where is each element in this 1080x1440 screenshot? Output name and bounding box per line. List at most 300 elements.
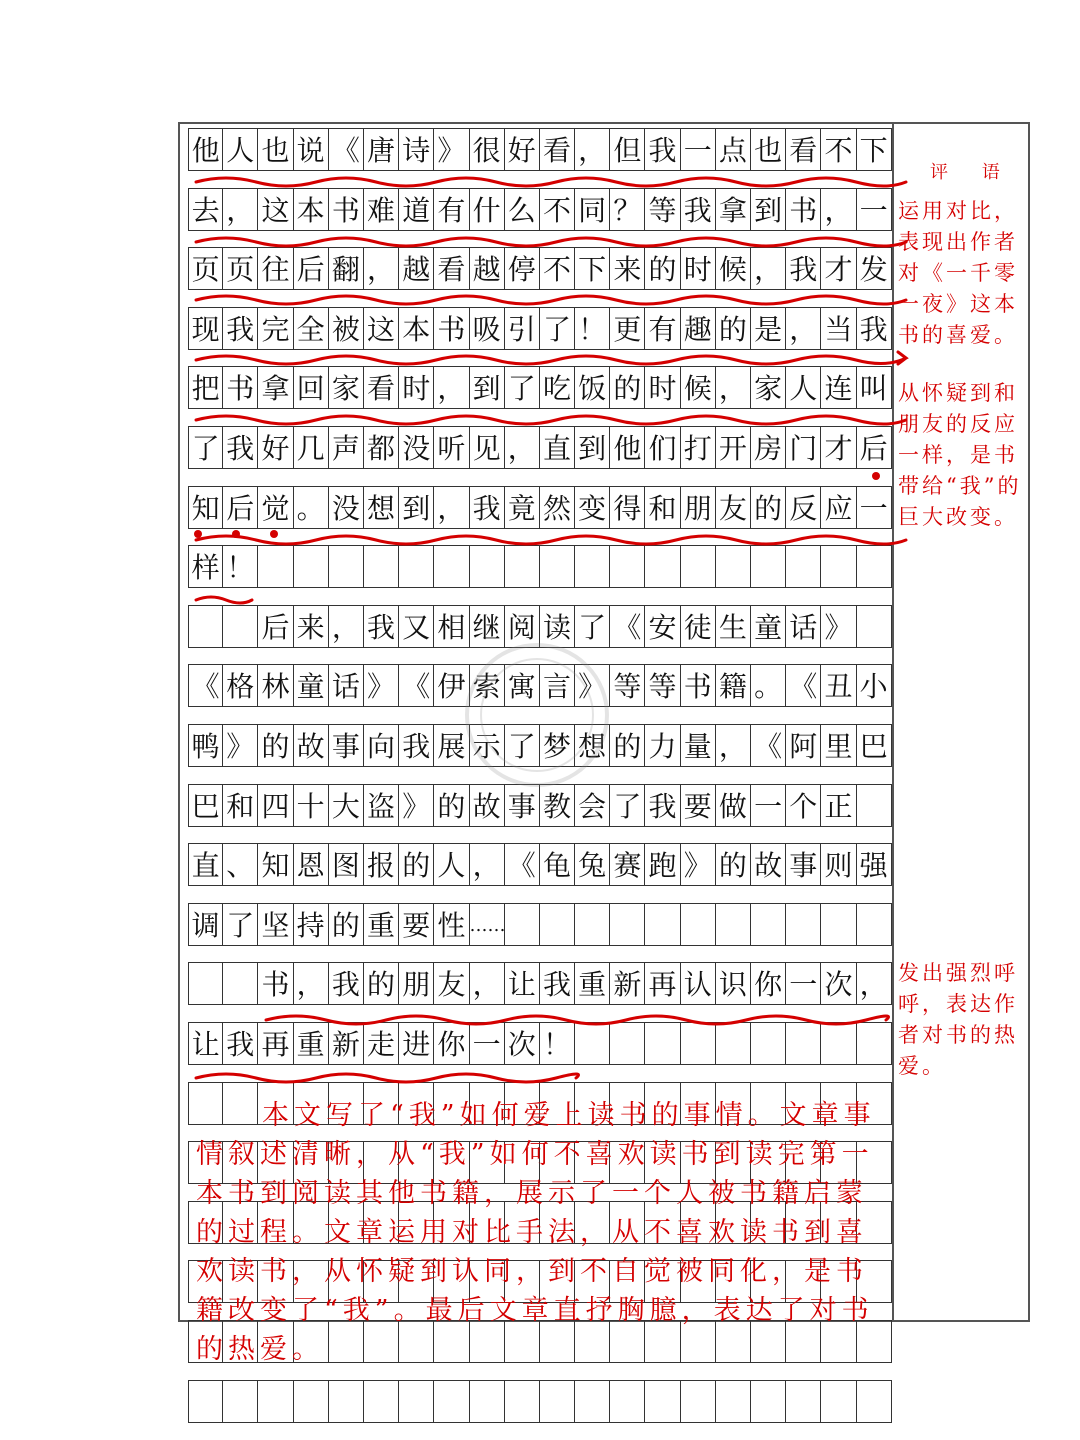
grid-cell: 籍 — [716, 664, 751, 707]
grid-cell: 把 — [188, 366, 223, 409]
remark-title: 评 语 — [930, 162, 1014, 183]
grid-cell: 报 — [364, 843, 399, 886]
grid-cell: 我 — [399, 724, 434, 767]
grid-cell: 么 — [505, 188, 540, 231]
grid-cell: 竟 — [505, 486, 540, 529]
grid-cell: 你 — [751, 962, 786, 1005]
grid-cell: 重 — [575, 962, 610, 1005]
grid-cell — [857, 1380, 892, 1423]
grid-cell — [786, 1380, 821, 1423]
grid-cell: ？ — [610, 188, 645, 231]
grid-cell — [821, 545, 856, 588]
grid-cell: 了 — [610, 784, 645, 827]
grid-cell: 友 — [716, 486, 751, 529]
grid-cell: 索 — [470, 664, 505, 707]
grid-cell: 下 — [575, 247, 610, 290]
grid-cell: 和 — [223, 784, 258, 827]
grid-row — [188, 1380, 892, 1423]
grid-cell: 拿 — [258, 366, 293, 409]
grid-cell — [716, 903, 751, 946]
grid-cell: 难 — [364, 188, 399, 231]
grid-cell: 知 — [188, 486, 223, 529]
grid-cell: 连 — [821, 366, 856, 409]
grid-cell: 才 — [821, 247, 856, 290]
grid-cell: 生 — [716, 605, 751, 648]
grid-cell: 。 — [294, 486, 329, 529]
grid-cell: 事 — [786, 843, 821, 886]
grid-cell: ！ — [223, 545, 258, 588]
grid-cell: ， — [434, 366, 469, 409]
grid-cell: 等 — [645, 664, 680, 707]
grid-cell: ， — [716, 366, 751, 409]
grid-cell — [188, 1380, 223, 1423]
grid-cell: 相 — [434, 605, 469, 648]
grid-cell: 书 — [681, 664, 716, 707]
grid-cell: 让 — [188, 1022, 223, 1065]
grid-cell: 我 — [681, 188, 716, 231]
grid-cell: 兔 — [575, 843, 610, 886]
grid-cell: 要 — [681, 784, 716, 827]
grid-cell — [786, 1022, 821, 1065]
grid-cell: 阿 — [786, 724, 821, 767]
grid-cell: 四 — [258, 784, 293, 827]
grid-cell — [399, 1380, 434, 1423]
grid-cell — [505, 903, 540, 946]
grid-cell: 被 — [329, 307, 364, 350]
grid-cell: 我 — [470, 486, 505, 529]
grid-cell — [857, 545, 892, 588]
grid-cell: 但 — [610, 128, 645, 171]
grid-cell: ， — [821, 188, 856, 231]
grid-cell: 故 — [470, 784, 505, 827]
grid-cell — [645, 545, 680, 588]
grid-cell: 本 — [294, 188, 329, 231]
grid-cell: 好 — [505, 128, 540, 171]
grid-cell: 拿 — [716, 188, 751, 231]
grid-cell: 看 — [540, 128, 575, 171]
grid-cell: 不 — [821, 128, 856, 171]
grid-cell: 没 — [329, 486, 364, 529]
grid-cell: 事 — [329, 724, 364, 767]
grid-cell: 》 — [575, 664, 610, 707]
grid-cell: 《 — [399, 664, 434, 707]
grid-cell: 恩 — [294, 843, 329, 886]
grid-cell: 都 — [364, 426, 399, 469]
grid-cell: 鸭 — [188, 724, 223, 767]
grid-cell: 家 — [329, 366, 364, 409]
grid-cell: 我 — [223, 426, 258, 469]
grid-cell — [188, 605, 223, 648]
grid-cell: 书 — [786, 188, 821, 231]
grid-cell: 展 — [434, 724, 469, 767]
grid-cell: 次 — [505, 1022, 540, 1065]
grid-cell: 朋 — [399, 962, 434, 1005]
grid-cell: 道 — [399, 188, 434, 231]
grid-cell — [610, 545, 645, 588]
grid-cell: 量 — [681, 724, 716, 767]
grid-cell: 一 — [786, 962, 821, 1005]
grid-cell: 来 — [294, 605, 329, 648]
grid-cell: 》 — [223, 724, 258, 767]
grid-cell — [223, 962, 258, 1005]
grid-cell: 来 — [610, 247, 645, 290]
grid-cell: 也 — [751, 128, 786, 171]
grid-cell: 吸 — [470, 307, 505, 350]
grid-row — [188, 962, 892, 1005]
grid-cell: 赛 — [610, 843, 645, 886]
grid-cell: 言 — [540, 664, 575, 707]
grid-row — [188, 1022, 892, 1065]
grid-cell — [364, 1380, 399, 1423]
grid-cell: 叫 — [857, 366, 892, 409]
grid-row — [188, 366, 892, 409]
grid-cell: 了 — [188, 426, 223, 469]
grid-cell: 认 — [681, 962, 716, 1005]
grid-cell: 当 — [821, 307, 856, 350]
grid-cell: 想 — [575, 724, 610, 767]
grid-cell: 话 — [786, 605, 821, 648]
grid-cell — [540, 1380, 575, 1423]
grid-cell — [821, 1380, 856, 1423]
grid-cell: 回 — [294, 366, 329, 409]
grid-cell — [681, 1380, 716, 1423]
grid-cell: 《 — [786, 664, 821, 707]
grid-cell: 一 — [857, 486, 892, 529]
grid-cell: 同 — [575, 188, 610, 231]
grid-cell: 书 — [434, 307, 469, 350]
grid-cell: 后 — [258, 605, 293, 648]
grid-cell: 不 — [540, 247, 575, 290]
grid-cell: 什 — [470, 188, 505, 231]
grid-cell: 候 — [681, 366, 716, 409]
grid-cell: 几 — [294, 426, 329, 469]
grid-row — [188, 843, 892, 886]
grid-cell: 》 — [434, 128, 469, 171]
grid-cell: 的 — [610, 366, 645, 409]
grid-cell: 我 — [857, 307, 892, 350]
grid-cell: 人 — [434, 843, 469, 886]
grid-cell: 则 — [821, 843, 856, 886]
grid-cell: 见 — [470, 426, 505, 469]
grid-cell — [505, 1380, 540, 1423]
grid-cell: 龟 — [540, 843, 575, 886]
grid-cell: 》 — [399, 784, 434, 827]
grid-cell — [364, 545, 399, 588]
grid-cell: 声 — [329, 426, 364, 469]
grid-cell: 坚 — [258, 903, 293, 946]
grid-cell: 门 — [786, 426, 821, 469]
grid-cell: 趣 — [681, 307, 716, 350]
grid-cell — [470, 545, 505, 588]
grid-cell: 我 — [364, 605, 399, 648]
grid-cell — [821, 903, 856, 946]
grid-cell: 了 — [505, 724, 540, 767]
grid-cell — [857, 903, 892, 946]
grid-cell: 的 — [364, 962, 399, 1005]
grid-cell — [434, 1380, 469, 1423]
grid-cell: 巴 — [188, 784, 223, 827]
grid-cell: 让 — [505, 962, 540, 1005]
grid-cell: 继 — [470, 605, 505, 648]
grid-cell: 。 — [751, 664, 786, 707]
grid-cell: 变 — [575, 486, 610, 529]
grid-cell: 说 — [294, 128, 329, 171]
grid-cell: 看 — [434, 247, 469, 290]
grid-cell: 的 — [610, 724, 645, 767]
grid-cell: 》 — [821, 605, 856, 648]
grid-cell: 要 — [399, 903, 434, 946]
grid-cell: 会 — [575, 784, 610, 827]
grid-cell — [857, 605, 892, 648]
grid-cell: 等 — [645, 188, 680, 231]
grid-cell: 了 — [223, 903, 258, 946]
grid-cell: 直 — [188, 843, 223, 886]
grid-cell: 我 — [540, 962, 575, 1005]
grid-cell: 才 — [821, 426, 856, 469]
grid-cell: 吃 — [540, 366, 575, 409]
grid-cell: 页 — [188, 247, 223, 290]
grid-cell — [399, 545, 434, 588]
grid-row — [188, 426, 892, 469]
grid-cell: ， — [470, 843, 505, 886]
grid-cell: …… — [470, 903, 505, 946]
grid-cell: 我 — [329, 962, 364, 1005]
grid-cell: 样 — [188, 545, 223, 588]
grid-cell: 、 — [223, 843, 258, 886]
grid-cell: ， — [434, 486, 469, 529]
grid-cell: ， — [470, 962, 505, 1005]
grid-cell: 时 — [681, 247, 716, 290]
grid-cell — [751, 1022, 786, 1065]
grid-cell — [434, 545, 469, 588]
grid-cell: 诗 — [399, 128, 434, 171]
grid-cell: 越 — [470, 247, 505, 290]
grid-cell: 个 — [786, 784, 821, 827]
grid-cell — [645, 1380, 680, 1423]
grid-cell: 直 — [540, 426, 575, 469]
grid-cell: 故 — [294, 724, 329, 767]
grid-cell: 是 — [751, 307, 786, 350]
grid-cell: 图 — [329, 843, 364, 886]
grid-cell: 徒 — [681, 605, 716, 648]
grid-cell: 正 — [821, 784, 856, 827]
grid-cell: 一 — [470, 1022, 505, 1065]
grid-cell: 全 — [294, 307, 329, 350]
grid-cell — [575, 903, 610, 946]
grid-cell: 小 — [857, 664, 892, 707]
grid-cell: 识 — [716, 962, 751, 1005]
watermark-seal — [462, 640, 612, 790]
grid-cell: 童 — [751, 605, 786, 648]
grid-cell: 力 — [645, 724, 680, 767]
grid-cell: 这 — [258, 188, 293, 231]
grid-cell — [786, 903, 821, 946]
grid-cell — [575, 1380, 610, 1423]
grid-cell: 觉 — [258, 486, 293, 529]
grid-cell: 后 — [294, 247, 329, 290]
grid-cell — [223, 1380, 258, 1423]
grid-cell: 再 — [645, 962, 680, 1005]
grid-cell — [681, 545, 716, 588]
grid-cell: 童 — [294, 664, 329, 707]
grid-cell: ， — [751, 247, 786, 290]
grid-cell — [786, 545, 821, 588]
grid-cell: 我 — [786, 247, 821, 290]
grid-cell: 调 — [188, 903, 223, 946]
grid-cell — [716, 1022, 751, 1065]
grid-cell: 他 — [188, 128, 223, 171]
grid-cell: 新 — [610, 962, 645, 1005]
grid-cell: ， — [364, 247, 399, 290]
grid-cell: 家 — [751, 366, 786, 409]
grid-cell: 不 — [540, 188, 575, 231]
grid-cell — [751, 545, 786, 588]
grid-cell — [575, 545, 610, 588]
grid-row — [188, 128, 892, 171]
grid-cell — [294, 1380, 329, 1423]
grid-cell: ， — [505, 426, 540, 469]
grid-cell: 新 — [329, 1022, 364, 1065]
grid-cell: 读 — [540, 605, 575, 648]
grid-cell: ， — [329, 605, 364, 648]
grid-cell: 没 — [399, 426, 434, 469]
grid-cell: 了 — [540, 307, 575, 350]
grid-cell: 停 — [505, 247, 540, 290]
grid-row — [188, 188, 892, 231]
grid-cell: 《 — [329, 128, 364, 171]
grid-cell: 事 — [505, 784, 540, 827]
grid-cell: 故 — [751, 843, 786, 886]
grid-cell: 想 — [364, 486, 399, 529]
grid-cell: 到 — [575, 426, 610, 469]
grid-cell: 唐 — [364, 128, 399, 171]
grid-row — [188, 486, 892, 529]
grid-cell — [329, 1380, 364, 1423]
grid-cell — [294, 545, 329, 588]
grid-cell: 做 — [716, 784, 751, 827]
grid-cell: 然 — [540, 486, 575, 529]
grid-cell: 盗 — [364, 784, 399, 827]
grid-cell: 阅 — [505, 605, 540, 648]
grid-cell — [223, 605, 258, 648]
grid-cell: 十 — [294, 784, 329, 827]
grid-cell: 看 — [364, 366, 399, 409]
grid-cell: 伊 — [434, 664, 469, 707]
grid-cell: 很 — [470, 128, 505, 171]
grid-cell: 再 — [258, 1022, 293, 1065]
grid-cell: 后 — [857, 426, 892, 469]
grid-cell: 也 — [258, 128, 293, 171]
grid-cell: 房 — [751, 426, 786, 469]
grid-cell: 知 — [258, 843, 293, 886]
grid-cell — [540, 545, 575, 588]
grid-cell — [610, 1380, 645, 1423]
grid-cell: ！ — [575, 307, 610, 350]
grid-cell: 了 — [505, 366, 540, 409]
grid-cell: 》 — [364, 664, 399, 707]
grid-cell: 完 — [258, 307, 293, 350]
grid-cell: 我 — [223, 307, 258, 350]
grid-cell: 《 — [505, 843, 540, 886]
grid-cell: 持 — [294, 903, 329, 946]
grid-cell: 林 — [258, 664, 293, 707]
grid-cell: 时 — [645, 366, 680, 409]
grid-cell — [470, 1380, 505, 1423]
grid-cell — [329, 545, 364, 588]
grid-row — [188, 903, 892, 946]
grid-cell: 人 — [223, 128, 258, 171]
grid-cell — [645, 1022, 680, 1065]
grid-cell: 格 — [223, 664, 258, 707]
grid-cell: 现 — [188, 307, 223, 350]
grid-cell: 书 — [223, 366, 258, 409]
grid-cell: 看 — [786, 128, 821, 171]
grid-cell: 我 — [645, 128, 680, 171]
grid-cell — [751, 1380, 786, 1423]
grid-cell: 梦 — [540, 724, 575, 767]
grid-cell: 又 — [399, 605, 434, 648]
grid-cell: 一 — [857, 188, 892, 231]
grid-cell: 听 — [434, 426, 469, 469]
grid-cell: 越 — [399, 247, 434, 290]
grid-cell: 话 — [329, 664, 364, 707]
grid-cell — [821, 1022, 856, 1065]
grid-cell — [681, 903, 716, 946]
grid-cell: 《 — [188, 664, 223, 707]
grid-cell: 朋 — [681, 486, 716, 529]
grid-cell: 有 — [434, 188, 469, 231]
grid-cell: 进 — [399, 1022, 434, 1065]
grid-cell: 里 — [821, 724, 856, 767]
grid-cell: 有 — [645, 307, 680, 350]
grid-cell: 反 — [786, 486, 821, 529]
grid-cell: 《 — [751, 724, 786, 767]
grid-cell — [188, 962, 223, 1005]
grid-cell: 的 — [434, 784, 469, 827]
grid-cell: 》 — [681, 843, 716, 886]
grid-cell: 点 — [716, 128, 751, 171]
grid-cell — [857, 784, 892, 827]
grid-cell: 教 — [540, 784, 575, 827]
grid-cell: 往 — [258, 247, 293, 290]
grid-cell: 下 — [857, 128, 892, 171]
remark-note: 运用对比，表现出作者对《一千零一夜》这本书的喜爱。 — [898, 199, 1018, 347]
grid-cell: 去 — [188, 188, 223, 231]
grid-cell — [610, 903, 645, 946]
remark-note: 发出强烈呼呼，表达作者对书的热爱。 — [898, 961, 1018, 1078]
grid-cell: 他 — [610, 426, 645, 469]
grid-cell: ， — [716, 724, 751, 767]
grid-cell: 巴 — [857, 724, 892, 767]
grid-cell — [540, 903, 575, 946]
grid-cell: 我 — [223, 1022, 258, 1065]
grid-cell: 一 — [681, 128, 716, 171]
grid-cell: 翻 — [329, 247, 364, 290]
grid-cell: 书 — [329, 188, 364, 231]
grid-cell: 性 — [434, 903, 469, 946]
remark-note: 从怀疑到和朋友的反应一样，是书带给“我”的巨大改变。 — [898, 381, 1022, 529]
grid-cell: 寓 — [505, 664, 540, 707]
grid-cell: 的 — [751, 486, 786, 529]
grid-cell: 走 — [364, 1022, 399, 1065]
grid-cell: 打 — [681, 426, 716, 469]
grid-cell — [716, 1380, 751, 1423]
grid-cell: 后 — [223, 486, 258, 529]
grid-cell: 的 — [399, 843, 434, 886]
grid-cell: 到 — [399, 486, 434, 529]
grid-row — [188, 784, 892, 827]
grid-cell: 们 — [645, 426, 680, 469]
